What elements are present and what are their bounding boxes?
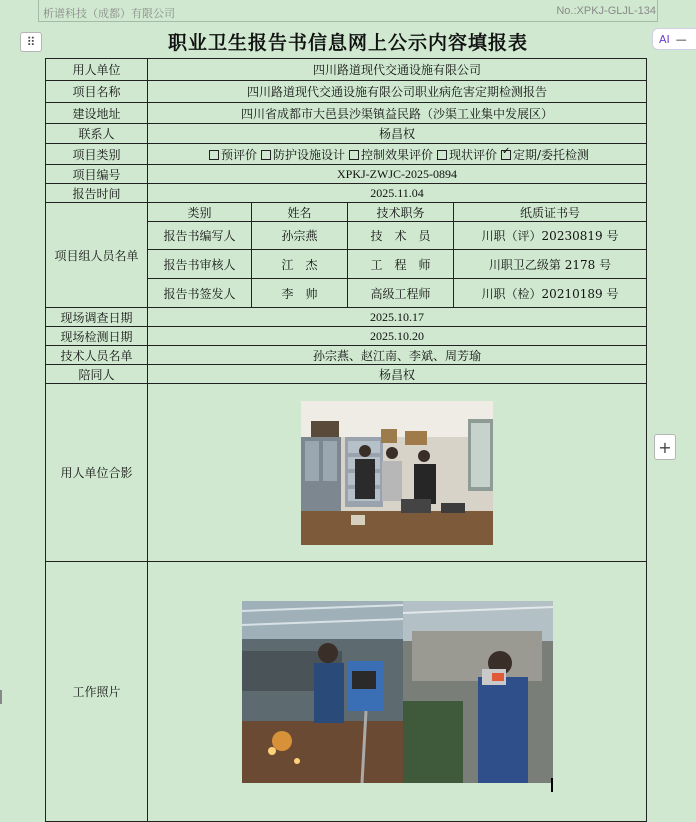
row-report-time xyxy=(46,184,647,203)
category-option-label: 预评价 xyxy=(220,147,257,162)
team-role: 报告书审核人 xyxy=(148,250,252,279)
category-option[interactable] xyxy=(433,148,497,162)
team-name[interactable]: 李 帅 xyxy=(252,279,348,308)
group-photo-image xyxy=(301,401,493,545)
row-tech-staff xyxy=(46,346,647,365)
value-contact[interactable]: 杨昌权 xyxy=(148,124,647,144)
team-header-cert: 纸质证书号 xyxy=(454,203,647,222)
category-option[interactable] xyxy=(497,148,589,162)
team-title[interactable]: 高级工程师 xyxy=(348,279,454,308)
category-option-label: 定期/委托检测 xyxy=(513,147,590,162)
label-escort: 陪同人 xyxy=(46,365,148,384)
row-address xyxy=(46,103,647,124)
row-contact xyxy=(46,124,647,144)
row-group-photo xyxy=(46,384,647,562)
work-photo-image xyxy=(242,601,553,783)
row-survey-date xyxy=(46,308,647,327)
label-employer: 用人单位 xyxy=(46,59,148,81)
team-role: 报告书签发人 xyxy=(148,279,252,308)
header-rule xyxy=(38,21,658,22)
row-work-photo xyxy=(46,562,647,822)
value-escort[interactable]: 杨昌权 xyxy=(148,365,647,384)
checkbox-icon[interactable] xyxy=(437,150,447,160)
label-category: 项目类别 xyxy=(46,144,148,165)
checkbox-icon[interactable] xyxy=(349,150,359,160)
row-test-date xyxy=(46,327,647,346)
team-name[interactable]: 江 杰 xyxy=(252,250,348,279)
add-block-button[interactable]: + xyxy=(654,434,676,460)
value-survey-date[interactable]: 2025.10.17 xyxy=(148,308,647,327)
header-doc-no: No.:XPKJ-GLJL-134 xyxy=(556,5,656,17)
info-table xyxy=(45,58,647,822)
value-tech-staff[interactable]: 孙宗燕、赵江南、李斌、周芳瑜 xyxy=(148,346,647,365)
label-test-date: 现场检测日期 xyxy=(46,327,148,346)
label-survey-date: 现场调查日期 xyxy=(46,308,148,327)
team-header-row xyxy=(46,203,647,222)
label-tech-staff: 技术人员名单 xyxy=(46,346,148,365)
category-option[interactable] xyxy=(257,148,345,162)
category-option[interactable] xyxy=(345,148,433,162)
work-photos[interactable] xyxy=(242,601,553,783)
value-category xyxy=(148,144,647,165)
text-cursor xyxy=(551,778,553,792)
value-report-time[interactable]: 2025.11.04 xyxy=(148,184,647,203)
team-title[interactable]: 工 程 师 xyxy=(348,250,454,279)
team-cert[interactable]: 川职（检）20210189 号 xyxy=(454,279,647,308)
group-photo[interactable] xyxy=(301,401,493,545)
category-option-label: 控制效果评价 xyxy=(360,147,433,162)
row-escort xyxy=(46,365,647,384)
label-work-photo: 工作照片 xyxy=(46,562,148,822)
label-contact: 联系人 xyxy=(46,124,148,144)
row-project-no xyxy=(46,165,647,184)
page-title: 职业卫生报告书信息网上公示内容填报表 xyxy=(167,32,528,54)
team-cert[interactable]: 川职（评）20230819 号 xyxy=(454,222,647,250)
label-address: 建设地址 xyxy=(46,103,148,124)
group-photo-cell xyxy=(148,384,647,562)
category-option-label: 防护设施设计 xyxy=(272,147,345,162)
value-project[interactable]: 四川路道现代交通设施有限公司职业病危害定期检测报告 xyxy=(148,81,647,103)
value-project-no[interactable]: XPKJ-ZWJC-2025-0894 xyxy=(148,165,647,184)
checkbox-icon[interactable] xyxy=(261,150,271,160)
category-option[interactable] xyxy=(205,148,257,162)
value-address[interactable]: 四川省成都市大邑县沙渠镇益民路（沙渠工业集中发展区） xyxy=(148,103,647,124)
label-group-photo: 用人单位合影 xyxy=(46,384,148,562)
drag-handle-icon[interactable]: ⠿ xyxy=(20,32,42,52)
team-role: 报告书编写人 xyxy=(148,222,252,250)
value-employer[interactable]: 四川路道现代交通设施有限公司 xyxy=(148,59,647,81)
header-margin-right xyxy=(657,0,658,21)
label-project-no: 项目编号 xyxy=(46,165,148,184)
value-test-date[interactable]: 2025.10.20 xyxy=(148,327,647,346)
header-company: 析谱科技（成都）有限公司 xyxy=(43,7,175,20)
team-cert[interactable]: 川职卫乙级第 2178 号 xyxy=(454,250,647,279)
row-category xyxy=(46,144,647,165)
checkbox-icon[interactable] xyxy=(209,150,219,160)
header-margin-left xyxy=(38,0,39,21)
work-photo-cell xyxy=(148,562,647,822)
row-employer xyxy=(46,59,647,81)
checkbox-checked-icon[interactable] xyxy=(501,150,511,160)
team-header-role: 类别 xyxy=(148,203,252,222)
category-option-label: 现状评价 xyxy=(449,147,498,162)
label-report-time: 报告时间 xyxy=(46,184,148,203)
row-project xyxy=(46,81,647,103)
team-header-name: 姓名 xyxy=(252,203,348,222)
team-name[interactable]: 孙宗燕 xyxy=(252,222,348,250)
label-project: 项目名称 xyxy=(46,81,148,103)
margin-marker xyxy=(0,690,2,704)
ai-dash: — xyxy=(675,32,687,46)
team-header-title: 技术职务 xyxy=(348,203,454,222)
ai-label: AI xyxy=(659,32,670,46)
team-title[interactable]: 技 术 员 xyxy=(348,222,454,250)
label-team: 项目组人员名单 xyxy=(46,203,148,308)
